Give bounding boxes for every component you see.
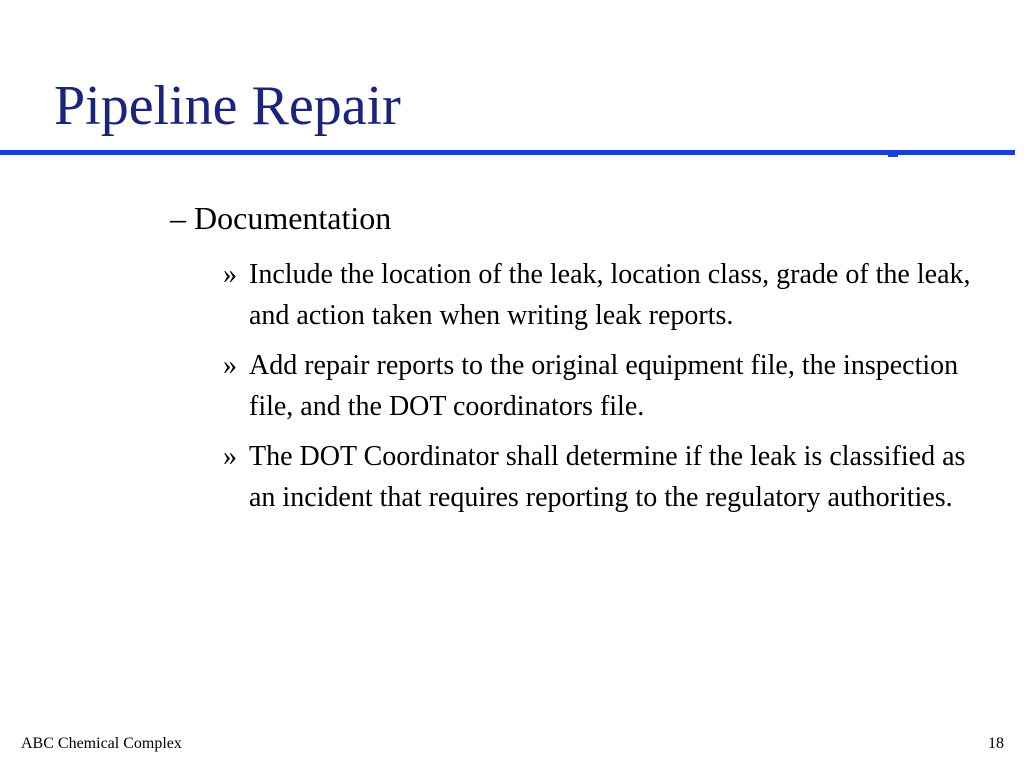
bullet-text: Add repair reports to the original equipment file, the inspection file, and the DOT coordinators file. — [249, 350, 959, 422]
bullet-marker: » — [223, 441, 237, 472]
title-divider-notch — [888, 154, 898, 157]
list-item — [223, 254, 983, 336]
footer-company: ABC Chemical Complex — [21, 735, 182, 752]
bullet-marker: » — [223, 259, 237, 290]
slide-title: Pipeline Repair — [54, 75, 401, 137]
bullet-list — [223, 254, 983, 527]
list-item — [223, 345, 983, 427]
bullet-text: Include the location of the leak, location class, grade of the leak, and action taken when writing leak reports. — [249, 259, 971, 331]
title-divider — [0, 150, 1015, 155]
footer-page-number: 18 — [988, 735, 1004, 752]
bullet-marker: » — [223, 350, 237, 381]
bullet-text: The DOT Coordinator shall determine if the leak is classified as an incident that requires reporting to the regulatory authorities. — [249, 441, 966, 513]
heading-marker: – — [170, 200, 186, 236]
heading-text: Documentation — [194, 200, 392, 236]
section-heading — [170, 198, 391, 238]
list-item — [223, 436, 983, 518]
